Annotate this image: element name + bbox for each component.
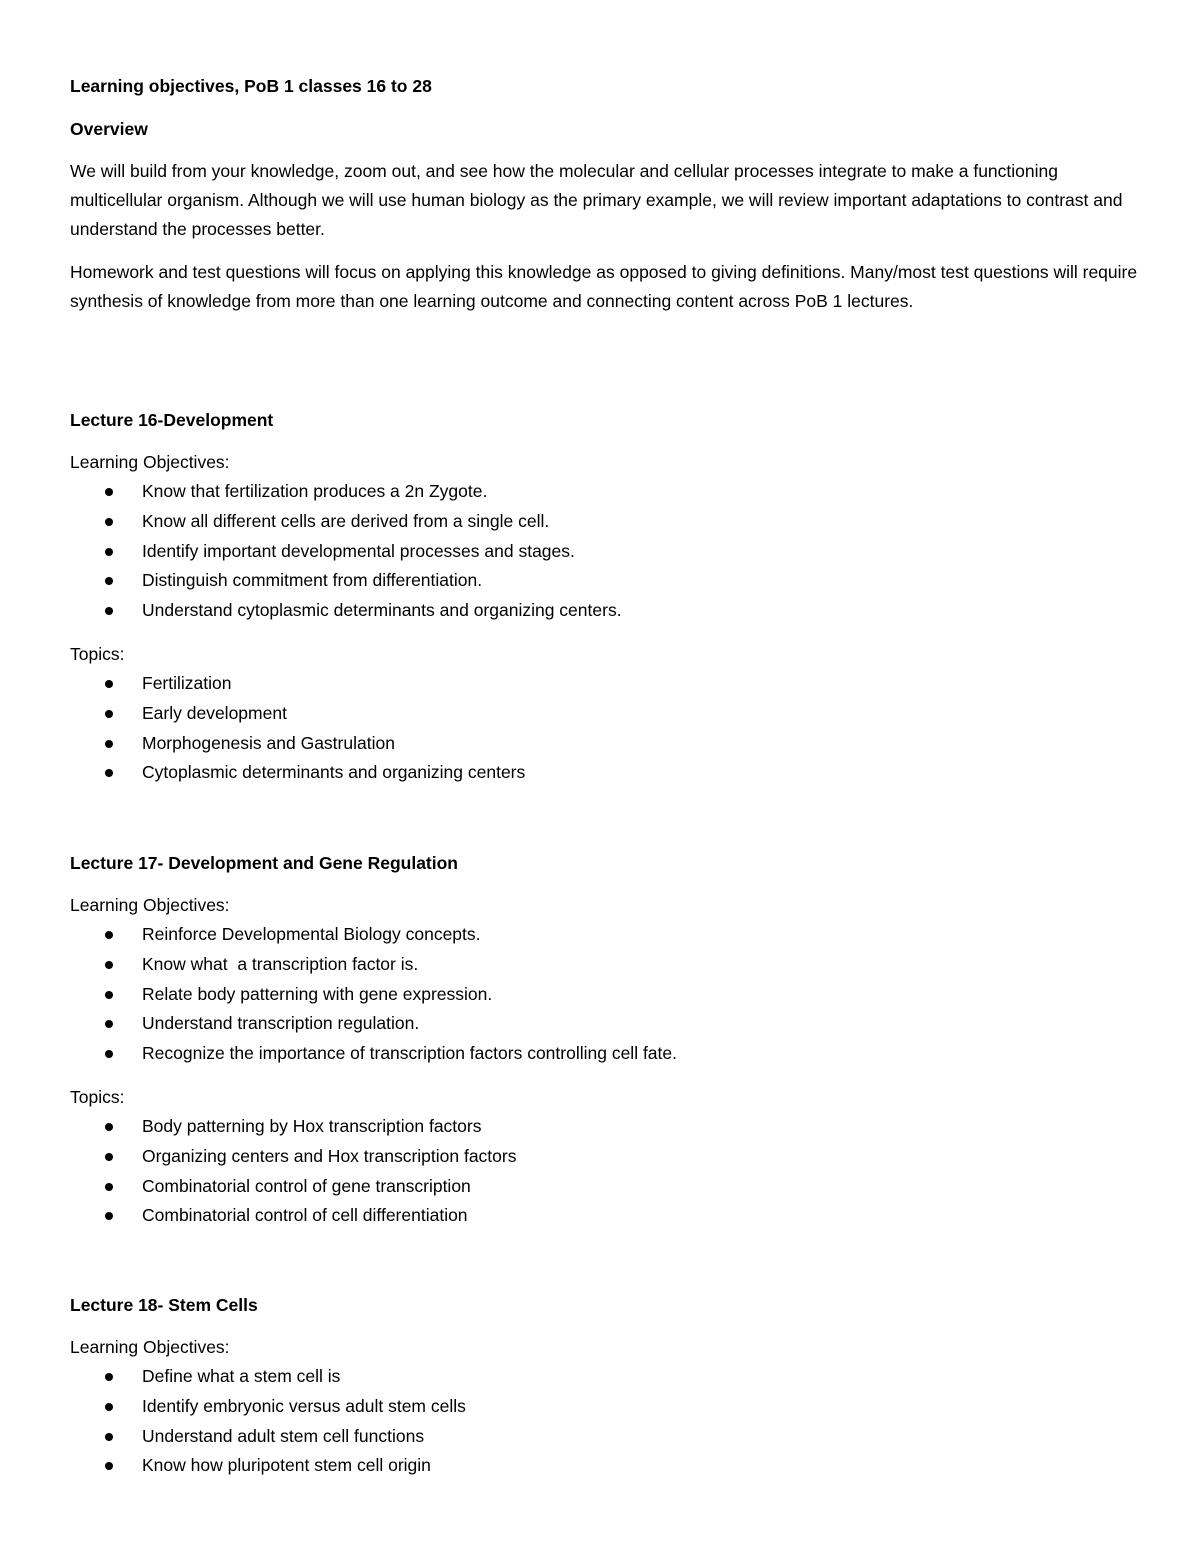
- list-item: Combinatorial control of cell differentiation: [70, 1201, 1140, 1231]
- bullet-icon: [105, 1123, 113, 1131]
- bullet-icon: [105, 1462, 113, 1470]
- lecture-17-objectives-label: Learning Objectives:: [70, 895, 230, 915]
- list-item: Understand cytoplasmic determinants and organizing centers.: [70, 596, 1140, 626]
- bullet-icon: [105, 680, 113, 688]
- document-title: Learning objectives, PoB 1 classes 16 to 28: [70, 76, 432, 96]
- overview-heading: Overview: [70, 119, 148, 139]
- bullet-icon: [105, 1212, 113, 1220]
- bullet-icon: [105, 1050, 113, 1058]
- lecture-18-objectives-label: Learning Objectives:: [70, 1337, 230, 1357]
- list-item: Know that fertilization produces a 2n Zygote.: [70, 477, 1140, 507]
- list-item: Understand transcription regulation.: [70, 1009, 1140, 1039]
- lecture-16-topics-list: [70, 669, 1140, 788]
- bullet-icon: [105, 548, 113, 556]
- list-item: Early development: [70, 699, 1140, 729]
- list-item: Recognize the importance of transcription factors controlling cell fate.: [70, 1039, 1140, 1069]
- overview-paragraph-2: Homework and test questions will focus on applying this knowledge as opposed to giving definitions. Many/most test questions will require synthesis of knowledge from more than one learning outcome and connecting content across PoB 1 lectures.: [70, 262, 1138, 311]
- lecture-17-section: [70, 849, 1140, 1245]
- lecture-18-objectives-list: [70, 1362, 1140, 1481]
- lecture-16-objectives-list: [70, 477, 1140, 626]
- lecture-18-section: [70, 1291, 1140, 1495]
- bullet-icon: [105, 1183, 113, 1191]
- list-item: Cytoplasmic determinants and organizing centers: [70, 758, 1140, 788]
- bullet-icon: [105, 740, 113, 748]
- list-item: Distinguish commitment from differentiation.: [70, 566, 1140, 596]
- lecture-17-topics-list: [70, 1112, 1140, 1231]
- list-item: Identify important developmental processes and stages.: [70, 537, 1140, 567]
- list-item: Body patterning by Hox transcription factors: [70, 1112, 1140, 1142]
- overview-paragraph-1: We will build from your knowledge, zoom out, and see how the molecular and cellular processes integrate to make a functioning multicellular organism. Although we will use human biology as the primary example, we will review important adaptations to contrast and understand the processes better.: [70, 161, 1123, 239]
- bullet-icon: [105, 931, 113, 939]
- lecture-18-heading: Lecture 18- Stem Cells: [70, 1295, 258, 1315]
- bullet-icon: [105, 1403, 113, 1411]
- lecture-16-heading: Lecture 16-Development: [70, 410, 274, 430]
- bullet-icon: [105, 769, 113, 777]
- bullet-icon: [105, 710, 113, 718]
- bullet-icon: [105, 961, 113, 969]
- list-item: Morphogenesis and Gastrulation: [70, 729, 1140, 759]
- lecture-17-topics-label: Topics:: [70, 1086, 125, 1107]
- bullet-icon: [105, 1153, 113, 1161]
- lecture-17-objectives-list: [70, 920, 1140, 1069]
- bullet-icon: [105, 577, 113, 585]
- list-item: Define what a stem cell is: [70, 1362, 1140, 1392]
- list-item: Identify embryonic versus adult stem cells: [70, 1392, 1140, 1422]
- bullet-icon: [105, 607, 113, 615]
- list-item: Organizing centers and Hox transcription factors: [70, 1142, 1140, 1172]
- lecture-16-section: [70, 406, 1140, 802]
- bullet-icon: [105, 518, 113, 526]
- list-item: Fertilization: [70, 669, 1140, 699]
- bullet-icon: [105, 1433, 113, 1441]
- bullet-icon: [105, 991, 113, 999]
- bullet-icon: [105, 1020, 113, 1028]
- list-item: Understand adult stem cell functions: [70, 1422, 1140, 1452]
- lecture-16-objectives-label: Learning Objectives:: [70, 452, 230, 472]
- lecture-16-topics-label: Topics:: [70, 643, 125, 664]
- document-page: [70, 72, 1140, 1476]
- bullet-icon: [105, 488, 113, 496]
- list-item: Relate body patterning with gene expression.: [70, 980, 1140, 1010]
- list-item: Know all different cells are derived from a single cell.: [70, 507, 1140, 537]
- list-item: Combinatorial control of gene transcription: [70, 1172, 1140, 1202]
- list-item: Know what a transcription factor is.: [70, 950, 1140, 980]
- list-item: Know how pluripotent stem cell origin: [70, 1451, 1140, 1481]
- bullet-icon: [105, 1373, 113, 1381]
- lecture-17-heading: Lecture 17- Development and Gene Regulation: [70, 853, 458, 873]
- list-item: Reinforce Developmental Biology concepts.: [70, 920, 1140, 950]
